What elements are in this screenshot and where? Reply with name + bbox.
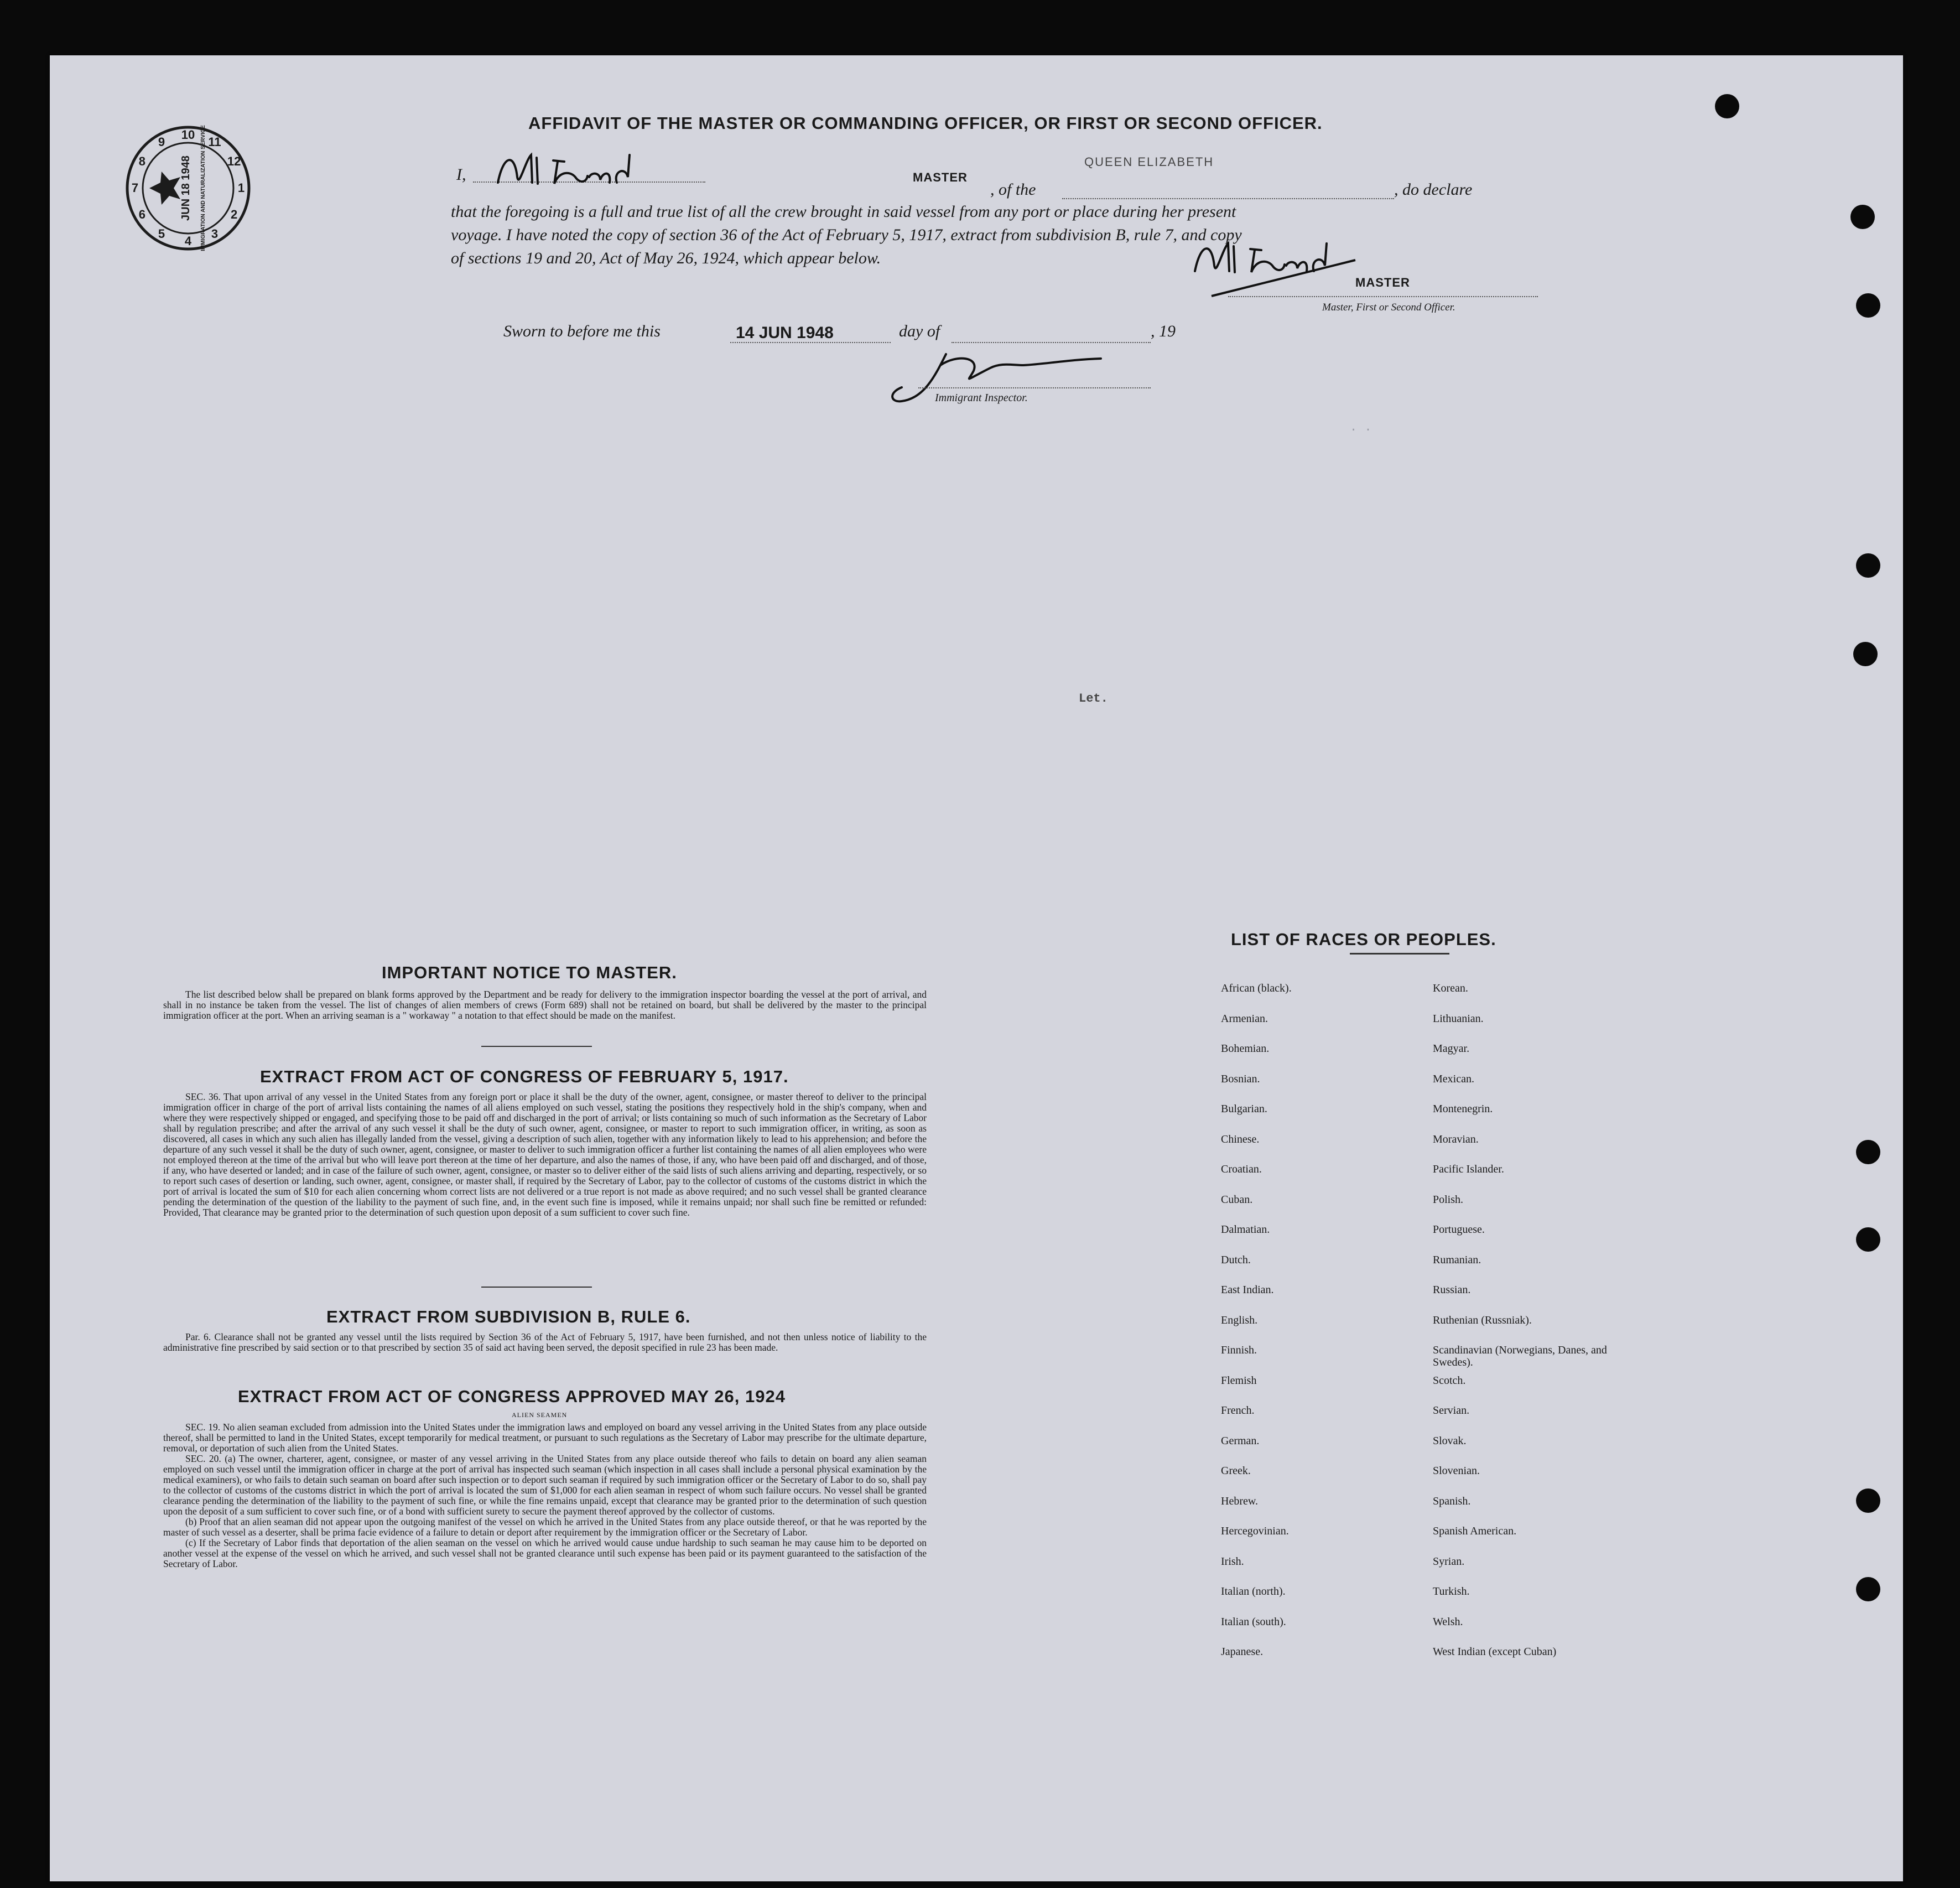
stamp-ring-number: 6: [138, 208, 146, 221]
extract-1917-body: SEC. 36. That upon arrival of any vessel in the United States from any foreign port or place it shall be the duty of the owner, agent, consignee, or master thereof to deliver to the principal immigration officer in charge of the port of arrival lists containing the names of all aliens employed on such vessel, stating the positions they respectively hold in the ship's company, when and where they were respectively shipped or engaged, and specifying those to be paid off and discharged in the port of arrival; or lists containing so much of such information as the Secretary of Labor shall by regulation prescribe; and after the arrival of any such vessel it shall be the duty of such owner, agent, consignee, or master to report to such immigration officer, in writing, as soon as discovered, all cases in which any such alien has illegally landed from the vessel, giving a description of such alien, together with any information likely to lead to his apprehension; and before the departure of any such vessel it shall be the duty of such owner, agent, consignee, or master to deliver to such immigration officer a further list containing the names of all alien employees who were not employed thereon at the time of the arrival but who will leave port thereon at the time of her departure, and also the names of those, if any, who have been paid off and discharged, and of those, if any, who have deserted or landed; and in case of the failure of such owner, agent, consignee, or master so to deliver either of the said lists of such aliens arriving and departing, respectively, or so to report such cases of desertion or landing, such owner, agent, consignee, or master shall, if required by the Secretary of Labor, pay to the collector of customs of the customs district in which the port of arrival is located the sum of $10 for each alien concerning whom correct lists are not delivered or a true report is not made as above required; and no such vessel shall be granted clearance pending the determination of the question of the liability to the payment of such fine, and, in the event such fine is imposed, while it remains unpaid; nor shall such fine be remitted or refunded: Provided, That clearance may be granted prior to the determination of such question upon deposit of a sum sufficient to cover such fine.: [163, 1091, 927, 1218]
immigration-stamp: [122, 122, 254, 255]
extract-1924-subtitle: ALIEN SEAMEN: [512, 1411, 568, 1419]
of-the-label: , of the: [990, 180, 1036, 199]
race-item: Italian (south).: [1221, 1615, 1286, 1628]
sec-20a: SEC. 20. (a) The owner, charterer, agent, consignee, or master of any vessel arriving in the United States from any place outside thereof who fails to detain on board any alien seaman employed on such vessel until the immigration officer in charge at the port of arrival has inspected such seaman (which inspection in all cases shall include a personal physical examination by the medical examiners), or who fails to detain such seaman on board after such inspection or to deport such seaman if required by such immigration officer or the Secretary of Labor to do so, shall pay to the collector of customs of the customs district in which the port of arrival is located the sum of $1,000 for each alien seaman in respect of whom such failure occurs. No vessel shall be granted clearance pending the determination of the liability to the payment of such fine, or while the fine remains unpaid, except that clearance may be granted prior to the determination of such question upon the deposit of a sum sufficient to cover such fine, or of a bond with sufficient surety to secure the payment thereof approved by the collector of customs.: [163, 1453, 927, 1517]
stamp-ring-number: 9: [158, 134, 165, 149]
race-item: Slovenian.: [1433, 1465, 1480, 1477]
race-item: Irish.: [1221, 1555, 1244, 1568]
race-item: Slovak.: [1433, 1434, 1467, 1447]
race-item: Moravian.: [1433, 1133, 1479, 1145]
race-item: Syrian.: [1433, 1555, 1465, 1568]
stamp-ring-number: 5: [158, 227, 165, 241]
day-of-label: day of: [899, 322, 940, 340]
stamp-ring-number: 8: [138, 154, 146, 168]
declaration-line-4: of sections 19 and 20, Act of May 26, 1924, which appear below.: [451, 249, 881, 267]
race-item: Turkish.: [1433, 1585, 1470, 1597]
race-item: Montenegrin.: [1433, 1103, 1493, 1115]
stamp-ring-number: 3: [211, 227, 219, 241]
race-item: Pacific Islander.: [1433, 1163, 1504, 1175]
race-item: Armenian.: [1221, 1012, 1268, 1025]
race-item: East Indian.: [1221, 1284, 1274, 1296]
extract-rule6-title: EXTRACT FROM SUBDIVISION B, RULE 6.: [326, 1307, 691, 1326]
punch-hole: [1856, 1488, 1880, 1513]
master-signature-1: [492, 149, 692, 194]
race-item: German.: [1221, 1434, 1260, 1447]
punch-hole: [1856, 293, 1880, 318]
stamp-text: IMMIGRATION AND NATURALIZATION SERVICE: [200, 125, 206, 251]
notice-body: The list described below shall be prepared on blank forms approved by the Department and be ready for delivery to the immigration inspector boarding the vessel at the port of arrival, and shall in no instance be taken from the vessel. The list of changes of alien members of crews (Form 689) shall not be retained on board, but shall be delivered by the master to the principal immigration officer at the port. When an arriving seaman is a " workaway " a notation to that effect should be made on the manifest.: [163, 989, 927, 1021]
vessel-line: [1062, 198, 1394, 199]
affidavit-i: I,: [456, 165, 466, 184]
race-item: West Indian (except Cuban): [1433, 1646, 1557, 1658]
race-item: English.: [1221, 1314, 1258, 1326]
inspector-line: [918, 387, 1151, 388]
stamp-ring-number: 2: [230, 208, 238, 221]
race-item: Flemish: [1221, 1374, 1257, 1387]
officer-signature-line: [1228, 296, 1538, 297]
race-item: Hercegovinian.: [1221, 1525, 1289, 1537]
punch-hole: [1715, 94, 1739, 118]
sec-19: SEC. 19. No alien seaman excluded from admission into the United States under the immigration laws and employed on board any vessel arriving in the United States from any place outside thereof, shall be permitted to land in the United States, except temporarily for medical treatment, or pursuant to such regulations as the Secretary of Labor may prescribe for the ultimate departure, removal, or deportation of such alien from the United States.: [163, 1422, 927, 1454]
punch-hole: [1856, 553, 1880, 578]
race-item: Spanish.: [1433, 1495, 1471, 1507]
race-item: Mexican.: [1433, 1072, 1474, 1085]
race-item: Cuban.: [1221, 1193, 1253, 1206]
officer-caption: Master, First or Second Officer.: [1322, 302, 1455, 313]
divider: [1350, 953, 1449, 955]
stamp-ring-number: 7: [131, 181, 139, 195]
race-item: Russian.: [1433, 1284, 1471, 1296]
race-item: Bosnian.: [1221, 1072, 1260, 1085]
race-item: Japanese.: [1221, 1646, 1264, 1658]
declaration-line-3: voyage. I have noted the copy of section 36 of the Act of February 5, 1917, extract from subdivision B, rule 7, and copy: [451, 226, 1242, 244]
race-item: Magyar.: [1433, 1042, 1470, 1055]
race-item: Greek.: [1221, 1465, 1251, 1477]
year-label: , 19: [1151, 322, 1176, 340]
race-item: Bohemian.: [1221, 1042, 1270, 1055]
race-item: Hebrew.: [1221, 1495, 1259, 1507]
race-item: Finnish.: [1221, 1344, 1257, 1356]
race-item: Polish.: [1433, 1193, 1464, 1206]
extract-1924-body: [163, 1422, 927, 1569]
stamp-ring-number: 4: [184, 234, 192, 248]
do-declare-label: , do declare: [1394, 180, 1473, 199]
punch-hole: [1850, 205, 1875, 229]
race-item: Dutch.: [1221, 1253, 1251, 1266]
master-label-2: MASTER: [1355, 276, 1410, 289]
punch-hole: [1856, 1140, 1880, 1164]
affidavit-title: AFFIDAVIT OF THE MASTER OR COMMANDING OFFICER, OR FIRST OR SECOND OFFICER.: [528, 113, 1323, 133]
sworn-date-line: [730, 342, 891, 343]
divider: [481, 1287, 592, 1288]
race-item: Ruthenian (Russniak).: [1433, 1314, 1532, 1326]
inspector-caption: Immigrant Inspector.: [935, 392, 1028, 404]
race-item: Rumanian.: [1433, 1253, 1481, 1266]
ghost-text: . .: [1350, 421, 1372, 434]
declaration-line-2: that the foregoing is a full and true list of all the crew brought in said vessel from any port or place during her present: [451, 203, 1236, 221]
sec-20b: (b) Proof that an alien seaman did not appear upon the outgoing manifest of the vessel on which he arrived in the United States from any place outside thereof, or that he was reported by the master of such vessel as a deserter, shall be prima facie evidence of a failure to detain or deport after requirement by the immigration officer or the Secretary of Labor.: [163, 1516, 927, 1538]
sworn-label: Sworn to before me this: [503, 322, 661, 340]
race-item: Scotch.: [1433, 1374, 1466, 1387]
race-item: Spanish American.: [1433, 1525, 1517, 1537]
race-item: Servian.: [1433, 1404, 1470, 1417]
master-label: MASTER: [913, 170, 968, 184]
race-item: Dalmatian.: [1221, 1223, 1270, 1236]
vessel-name: QUEEN ELIZABETH: [1084, 155, 1214, 169]
stamp-ring-number: 10: [181, 128, 195, 142]
races-title: LIST OF RACES OR PEOPLES.: [1231, 930, 1496, 949]
race-item: French.: [1221, 1404, 1255, 1417]
race-item: Korean.: [1433, 982, 1468, 994]
notice-title: IMPORTANT NOTICE TO MASTER.: [382, 963, 677, 982]
stamp-date: JUN 18 1948: [180, 155, 192, 221]
stamp-ring-number: 1: [237, 181, 245, 195]
sworn-date: 14 JUN 1948: [736, 324, 834, 342]
race-item: Scandinavian (Norwegians, Danes, and Swedes).: [1433, 1344, 1607, 1368]
race-item: African (black).: [1221, 982, 1292, 994]
race-item: Welsh.: [1433, 1615, 1463, 1628]
race-item: Portuguese.: [1433, 1223, 1485, 1236]
extract-1917-title: EXTRACT FROM ACT OF CONGRESS OF FEBRUARY 5, 1917.: [260, 1067, 789, 1086]
race-item: Chinese.: [1221, 1133, 1260, 1145]
extract-1924-title: EXTRACT FROM ACT OF CONGRESS APPROVED MAY 26, 1924: [238, 1387, 786, 1406]
race-item: Lithuanian.: [1433, 1012, 1484, 1025]
punch-hole: [1856, 1227, 1880, 1252]
punch-hole: [1856, 1577, 1880, 1601]
master-signature-2: [1189, 238, 1377, 299]
stamp-ring-number: 12: [227, 154, 241, 168]
punch-hole: [1853, 642, 1878, 666]
extract-rule6-body: Par. 6. Clearance shall not be granted any vessel until the lists required by Section 36 of the Act of February 5, 1917, have been furnished, and not then unless notice of liability to the administrative fine prescribed by said section or to that prescribed by section 35 of said act having been served, the deposit specified in rule 23 has been made.: [163, 1331, 927, 1353]
sec-20c: (c) If the Secretary of Labor finds that deportation of the alien seaman on the vessel on which he arrived would cause undue hardship to such seaman he may cause him to be deported on another vessel at the expense of the vessel on which he arrived, and such vessel shall not be granted clearance until such expense has been paid or its payment guaranteed to the satisfaction of the Secretary of Labor.: [163, 1537, 927, 1569]
ghost-text: Let.: [1079, 692, 1108, 706]
stamp-ring-number: 11: [208, 134, 221, 149]
race-item: Bulgarian.: [1221, 1103, 1267, 1115]
divider: [481, 1046, 592, 1047]
race-item: Croatian.: [1221, 1163, 1262, 1175]
race-item: Italian (north).: [1221, 1585, 1286, 1597]
manifest-page: [50, 55, 1903, 1881]
